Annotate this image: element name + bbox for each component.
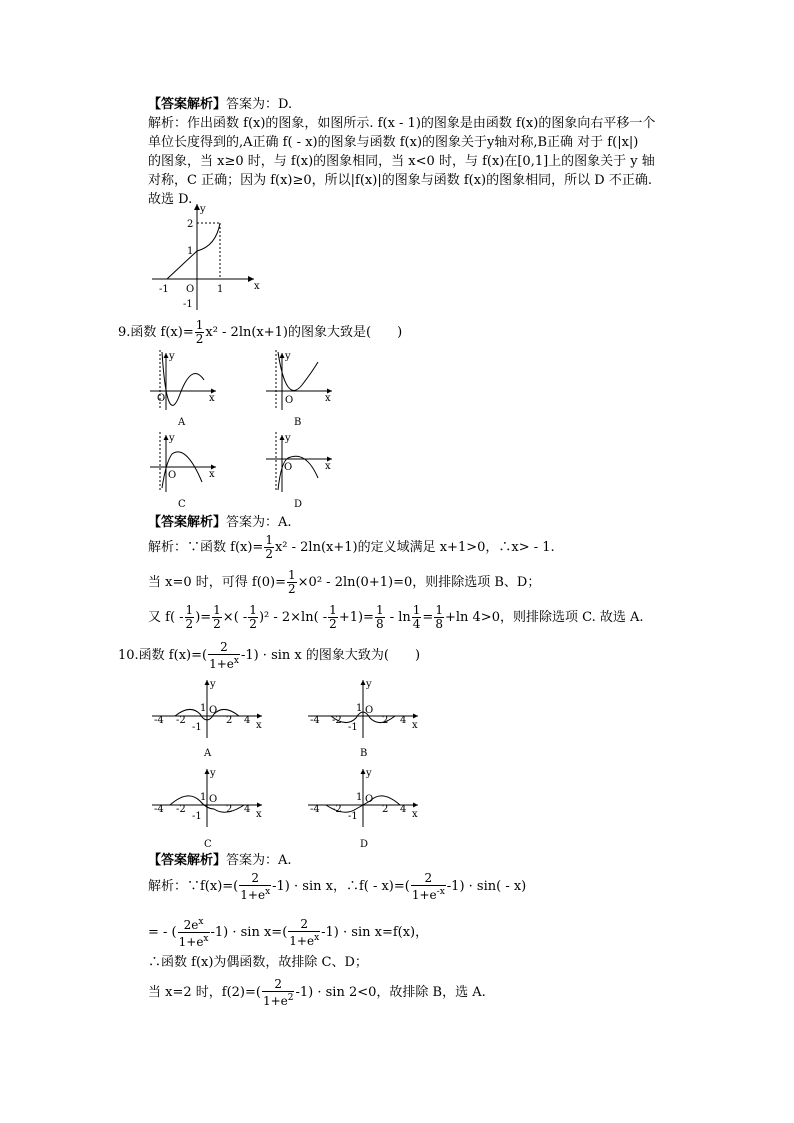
svg-text:y: y bbox=[366, 679, 372, 690]
q10-solution-4: 当 x=2 时，f(2)=( $\frac{2}{1+e^2}$ -1) · sin 2<0，故排除 B，选 A. bbox=[148, 976, 486, 1008]
q8-function-graph bbox=[150, 200, 260, 310]
q9-option-a-graph bbox=[150, 350, 220, 410]
q10-option-c-graph bbox=[150, 767, 265, 827]
svg-text:2: 2 bbox=[226, 804, 233, 815]
answer-text: 答案为：D. bbox=[226, 97, 293, 112]
svg-text:y: y bbox=[210, 679, 216, 690]
svg-text:O: O bbox=[365, 705, 374, 716]
svg-text:-4: -4 bbox=[154, 715, 164, 726]
svg-text:-2: -2 bbox=[176, 715, 186, 726]
q9-stem bbox=[118, 318, 402, 348]
svg-text:-2: -2 bbox=[332, 804, 342, 815]
q9-option-c-label: C bbox=[178, 499, 186, 510]
graph-tick-neg1-y: -1 bbox=[183, 299, 193, 310]
axis-x: x bbox=[325, 461, 331, 472]
axis-x: x bbox=[209, 469, 215, 480]
q9-stem-end: x² - 2ln(x+1)的图象大致是( ) bbox=[205, 325, 403, 340]
svg-text:O: O bbox=[209, 705, 218, 716]
axis-y: y bbox=[285, 433, 291, 444]
q10-option-d-label: D bbox=[360, 839, 369, 850]
svg-text:4: 4 bbox=[400, 804, 407, 815]
origin: O bbox=[285, 395, 294, 406]
q10-answer-line bbox=[148, 852, 292, 870]
q9-option-c-graph bbox=[150, 432, 220, 492]
q10-solution-3: ∴函数 f(x)为偶函数，故排除 C、D； bbox=[148, 955, 368, 970]
q8-line-1: 解析：作出函数 f(x)的图象，如图所示. f(x - 1)的图象是由函数 f(x)的图象向右平移一个 bbox=[148, 116, 656, 131]
q9-option-a-label: A bbox=[178, 417, 186, 428]
q9-solution-2: 当 x=0 时，可得 f(0)= $\frac{1}{2}$ ×0² - 2ln(0+1)=0，则排除选项 B、D； bbox=[148, 568, 541, 596]
svg-text:-1: -1 bbox=[192, 722, 202, 733]
q9-solution-1: 解析：∵函数 f(x)= $\frac{1}{2}$ x² - 2ln(x+1)的定义域满足 x+1>0，∴x> - 1. bbox=[148, 533, 555, 561]
q8-answer-line bbox=[148, 96, 292, 114]
svg-text:O: O bbox=[209, 794, 218, 805]
svg-text:4: 4 bbox=[400, 715, 407, 726]
q9-stem-start: 9.函数 f(x)= bbox=[118, 325, 194, 340]
svg-text:1: 1 bbox=[200, 703, 207, 714]
q10-option-b-label: B bbox=[360, 748, 368, 759]
answer-heading: 【答案解析】 bbox=[148, 515, 227, 530]
axis-y: y bbox=[169, 351, 175, 362]
svg-text:4: 4 bbox=[244, 715, 251, 726]
svg-text:-2: -2 bbox=[176, 804, 186, 815]
axis-y: y bbox=[285, 351, 291, 362]
q9-answer-line bbox=[148, 514, 292, 532]
q9-option-b-graph bbox=[266, 350, 336, 410]
svg-text:x: x bbox=[412, 809, 418, 820]
svg-text:-2: -2 bbox=[332, 715, 342, 726]
q10-solution-1: 解析：∵f(x)=( $\frac{2}{1+e^x}$ -1) · sin x，∴f( - x)=( $\frac{2}{1+e^{-x}}$ -1) · sin( - x) bbox=[148, 870, 527, 902]
q9-solution-3: 又 f( - $\frac{1}{2}$ )= $\frac{1}{2}$ ×( - $\frac{1}{2}$ )² - 2×ln( - $\frac{1}{2}$ +1)= $\frac{1}{8}$ - ln $\frac{1}{4}$ = $\frac{1}{8}$ +ln 4>0，则排除选项 C. 故选 A. bbox=[148, 603, 644, 631]
q9-option-b-label: B bbox=[294, 417, 302, 428]
graph-y-label: y bbox=[200, 204, 206, 215]
graph-tick-x1: 1 bbox=[217, 284, 224, 295]
svg-text:-4: -4 bbox=[310, 715, 320, 726]
svg-text:x: x bbox=[256, 809, 262, 820]
q10-option-d-graph bbox=[306, 767, 421, 827]
graph-x-label: x bbox=[254, 281, 260, 292]
svg-text:y: y bbox=[210, 768, 216, 779]
q10-option-c-label: C bbox=[204, 839, 212, 850]
svg-text:O: O bbox=[365, 794, 374, 805]
q10-solution-2: = - ( $\frac{2e^x}{1+e^x}$ -1) · sin x=( $\frac{2}{1+e^x}$ -1) · sin x=f(x)， bbox=[148, 916, 429, 949]
svg-text:-4: -4 bbox=[154, 804, 164, 815]
answer-text: 答案为：A. bbox=[226, 853, 292, 868]
svg-text:-1: -1 bbox=[348, 811, 358, 822]
fraction-half: $\frac{1}{2}$ bbox=[195, 318, 204, 346]
answer-text: 答案为：A. bbox=[226, 515, 292, 530]
q9-option-d-label: D bbox=[294, 499, 303, 510]
q9-option-d-graph bbox=[266, 432, 336, 492]
q10-option-a-label: A bbox=[204, 748, 212, 759]
svg-text:2: 2 bbox=[226, 715, 233, 726]
svg-text:-4: -4 bbox=[310, 804, 320, 815]
svg-text:1: 1 bbox=[200, 792, 207, 803]
q8-line-3: 的图象，当 x≥0 时，与 f(x)的图象相同，当 x<0 时，与 f(x)在[0,1]上的图象关于 y 轴 bbox=[148, 154, 655, 169]
graph-origin: O bbox=[186, 284, 195, 295]
svg-text:2: 2 bbox=[382, 804, 389, 815]
graph-tick-neg1-x: -1 bbox=[159, 284, 169, 295]
q8-line-4: 对称，C 正确；因为 f(x)≥0，所以|f(x)|的图象与函数 f(x)的图象相同，所以 D 不正确. bbox=[148, 173, 652, 188]
q10-stem: 10.函数 f(x)=( $\frac{2}{1+e^x}$ -1) · sin x 的图象大致为( ) bbox=[118, 639, 421, 671]
origin: O bbox=[168, 470, 177, 481]
axis-y: y bbox=[169, 433, 175, 444]
svg-text:x: x bbox=[412, 720, 418, 731]
graph-tick-2: 2 bbox=[187, 219, 194, 230]
answer-heading: 【答案解析】 bbox=[148, 97, 227, 112]
answer-heading: 【答案解析】 bbox=[148, 853, 227, 868]
origin: O bbox=[157, 393, 166, 404]
svg-text:-1: -1 bbox=[348, 722, 358, 733]
axis-x: x bbox=[209, 393, 215, 404]
axis-x: x bbox=[325, 393, 331, 404]
svg-text:-1: -1 bbox=[192, 811, 202, 822]
svg-text:2: 2 bbox=[382, 715, 389, 726]
graph-tick-1: 1 bbox=[187, 246, 194, 257]
svg-text:y: y bbox=[366, 768, 372, 779]
q8-line-5: 故选 D. bbox=[148, 192, 193, 207]
q10-option-a-graph bbox=[150, 678, 265, 738]
svg-text:x: x bbox=[256, 720, 262, 731]
origin: O bbox=[284, 462, 293, 473]
svg-text:4: 4 bbox=[244, 804, 251, 815]
svg-text:1: 1 bbox=[356, 792, 363, 803]
q10-option-b-graph bbox=[306, 678, 421, 738]
q8-line-2: 单位长度得到的,A正确 f( - x)的图象与函数 f(x)的图象关于y轴对称,B正确 对于 f(|x|) bbox=[148, 135, 639, 150]
svg-text:1: 1 bbox=[356, 703, 363, 714]
